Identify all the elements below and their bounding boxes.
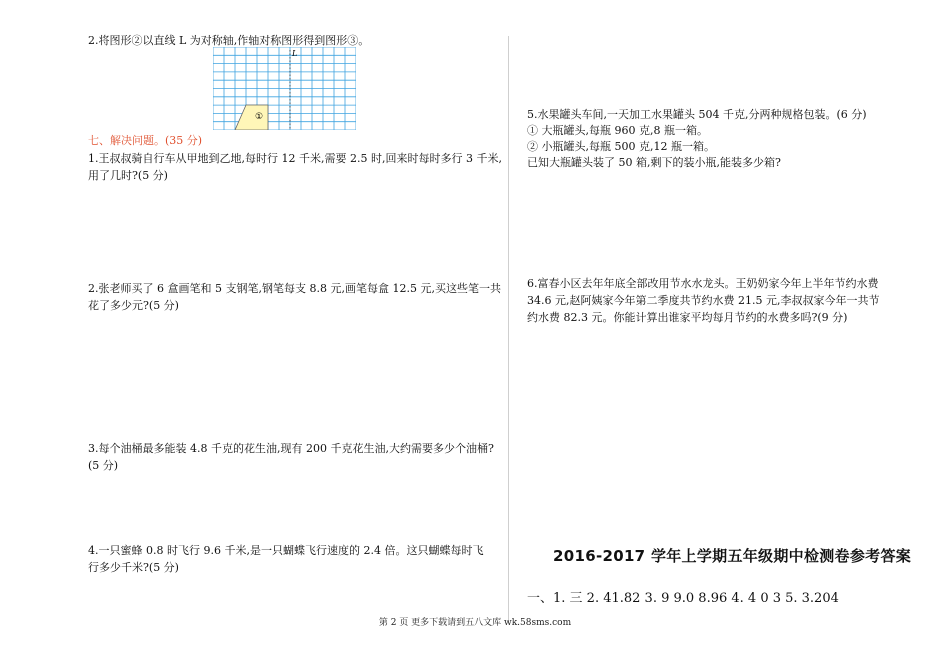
problem-3-line-1: 3.每个油桶最多能装 4.8 千克的花生油,现有 200 千克花生油,大约需要多少个油桶? <box>88 442 494 455</box>
column-divider <box>508 36 509 621</box>
problem-1-line-2: 用了几时?(5 分) <box>88 169 168 182</box>
problem-5-option-1: ① 大瓶罐头,每瓶 960 克,8 瓶一箱。 <box>527 124 708 137</box>
problem-4-line-2: 行多少千米?(5 分) <box>88 561 179 574</box>
question-2-symmetry: 2.将图形②以直线 L 为对称轴,作轴对称图形得到图形③。 <box>88 34 370 47</box>
problem-6-line-2: 34.6 元,赵阿姨家今年第二季度共节约水费 21.5 元,李叔叔家今年一共节 <box>527 294 880 307</box>
problem-5-line-1: 5.水果罐头车间,一天加工水果罐头 504 千克,分两种规格包装。(6 分) <box>527 108 867 121</box>
page-footer: 第 2 页 更多下载请到五八文库 wk.58sms.com <box>378 618 572 628</box>
answer-key-title: 2016-2017 学年上学期五年级期中检测卷参考答案 <box>553 547 912 565</box>
grid-figure <box>213 47 356 130</box>
problem-2-line-1: 2.张老师买了 6 盒画笔和 5 支钢笔,钢笔每支 8.8 元,画笔每盒 12.5 元,买这些笔一共 <box>88 282 501 295</box>
problem-6-line-3: 约水费 82.3 元。你能计算出谁家平均每月节约的水费多吗?(9 分) <box>527 311 848 324</box>
problem-4-line-1: 4.一只蜜蜂 0.8 时飞行 9.6 千米,是一只蝴蝶飞行速度的 2.4 倍。这只蝴蝶每时飞 <box>88 544 484 557</box>
problem-5-question: 已知大瓶罐头装了 50 箱,剩下的装小瓶,能装多少箱? <box>527 156 781 169</box>
axis-label-l: L <box>292 49 298 58</box>
problem-1-line-1: 1.王叔叔骑自行车从甲地到乙地,每时行 12 千米,需要 2.5 时,回来时每时多行 3 千米, <box>88 152 502 165</box>
shape-label: ① <box>255 112 264 122</box>
section-title: 七、解决问题。(35 分) <box>88 134 203 147</box>
problem-3-line-2: (5 分) <box>88 459 119 472</box>
answer-key-line: 一、1. 三 2. 41.82 3. 9 9.0 8.96 4. 4 0 3 5. 3.204 <box>527 591 839 606</box>
problem-6-line-1: 6.富春小区去年年底全部改用节水水龙头。王奶奶家今年上半年节约水费 <box>527 277 879 290</box>
problem-5-option-2: ② 小瓶罐头,每瓶 500 克,12 瓶一箱。 <box>527 140 715 153</box>
problem-2-line-2: 花了多少元?(5 分) <box>88 299 179 312</box>
